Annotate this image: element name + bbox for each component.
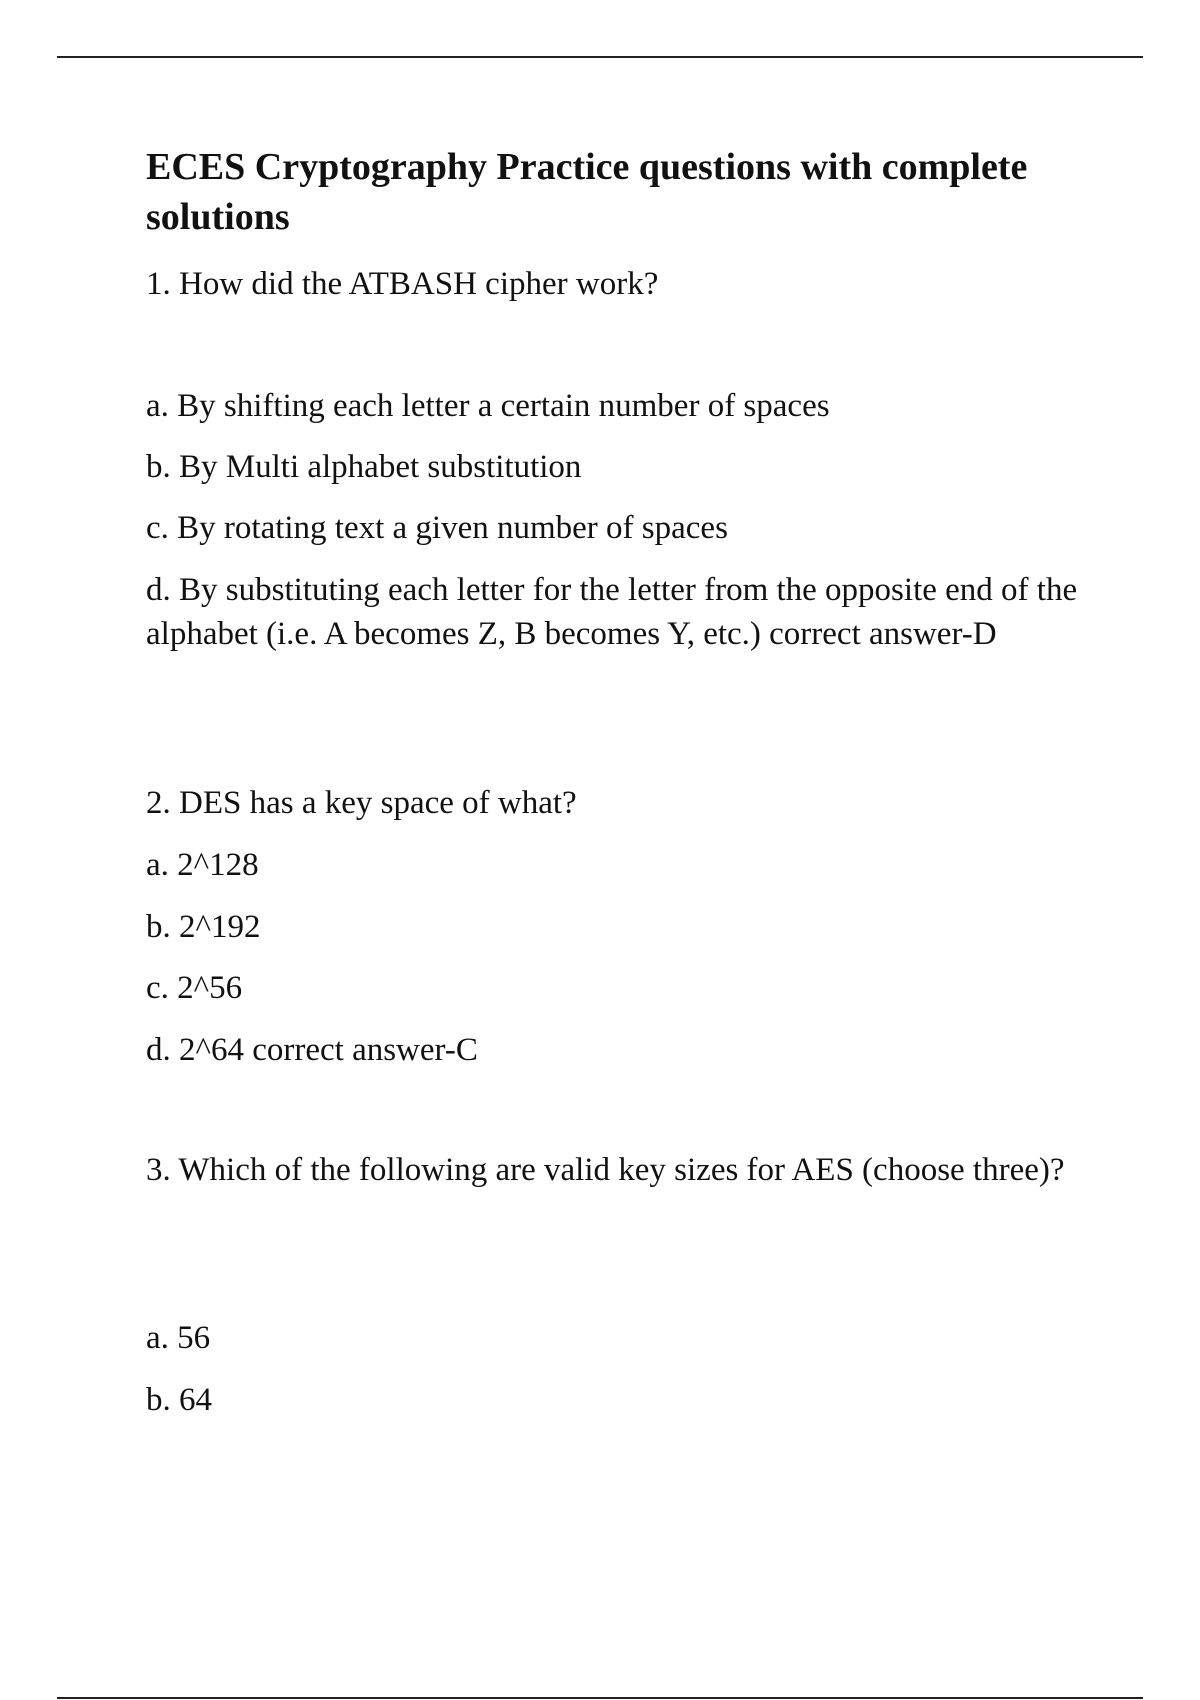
question-1-option-a: a. By shifting each letter a certain number of spaces — [146, 388, 830, 424]
question-3-prompt: 3. Which of the following are valid key sizes for AES (choose three)? — [146, 1152, 1065, 1188]
question-3-option-a: a. 56 — [146, 1320, 211, 1356]
footer-rule — [57, 1697, 1143, 1699]
question-1-option-c: c. By rotating text a given number of spaces — [146, 510, 728, 546]
question-1-option-b: b. By Multi alphabet substitution — [146, 449, 582, 485]
question-2-prompt: 2. DES has a key space of what? — [146, 785, 577, 821]
question-1-option-d: d. By substituting each letter for the letter from the opposite end of the alphabet (i.e. A becomes Z, B becomes Y, etc.) correct answer-D — [146, 572, 1078, 652]
question-2-option-a: a. 2^128 — [146, 847, 259, 883]
question-1-prompt: 1. How did the ATBASH cipher work? — [146, 266, 659, 302]
question-2-option-d: d. 2^64 correct answer-C — [146, 1032, 478, 1068]
header-rule — [57, 56, 1143, 58]
question-2-option-c: c. 2^56 — [146, 970, 243, 1006]
question-3-option-b: b. 64 — [146, 1382, 212, 1418]
document-title: ECES Cryptography Practice questions with complete solutions — [146, 146, 1028, 238]
question-2-option-b: b. 2^192 — [146, 909, 261, 945]
